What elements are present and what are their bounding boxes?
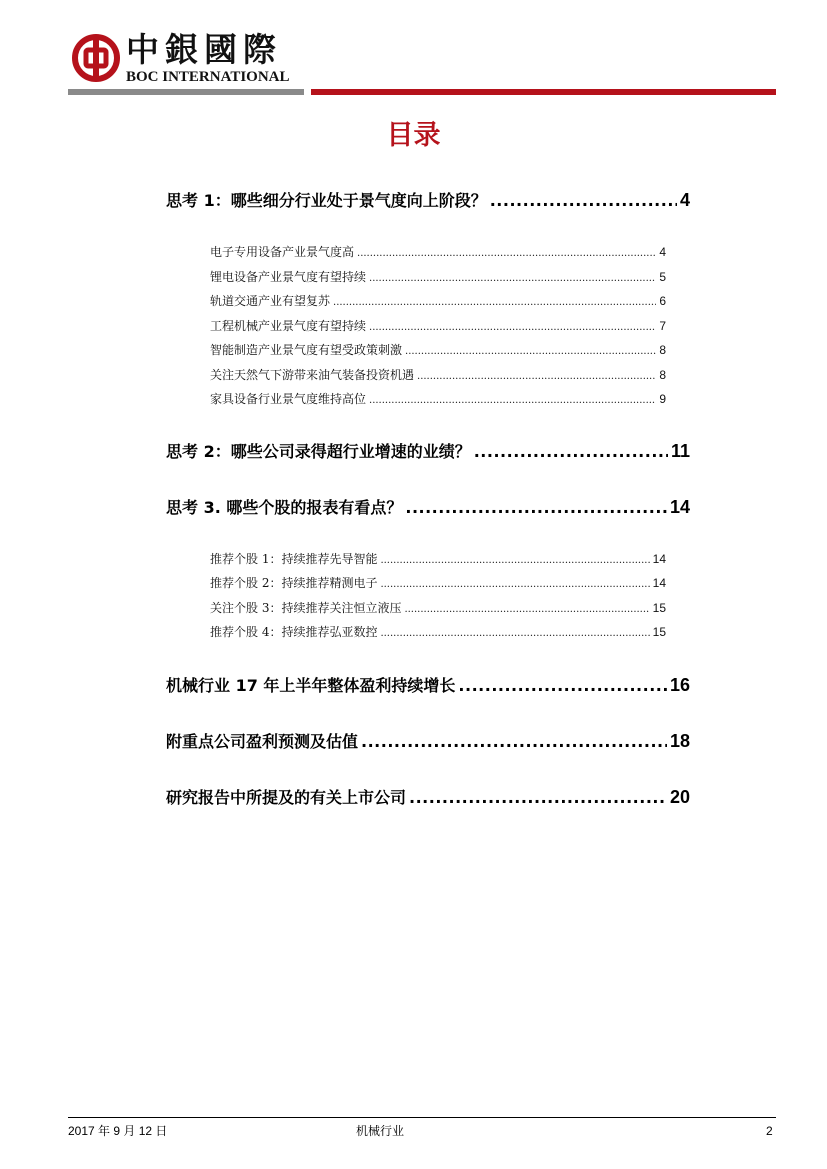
toc-entry-listed-companies[interactable] <box>166 786 690 809</box>
footer-rule <box>68 1117 776 1118</box>
toc-page-number: 8 <box>659 368 666 382</box>
toc-entry-text: 推荐个股 2：持续推荐精测电子 <box>210 576 378 590</box>
toc-entry-construction-machinery[interactable] <box>210 317 666 337</box>
toc-entry-text: 附重点公司盈利预测及估值 <box>166 732 359 751</box>
toc-entry-text: 机械行业 17 年上半年整体盈利持续增长 <box>166 676 456 695</box>
toc-entry-text: 轨道交通产业有望复苏 <box>210 294 331 308</box>
toc-page-number: 20 <box>669 787 690 807</box>
header-rule-gray <box>68 89 304 95</box>
toc-entry-smart-manufacturing[interactable] <box>210 341 666 361</box>
toc-leader-dots <box>474 441 668 463</box>
toc-leader-dots <box>417 368 656 386</box>
footer-date: 2017 年 9 月 12 日 <box>68 1124 168 1138</box>
toc-leader-dots <box>380 576 649 594</box>
logo-chinese-name: 中銀國際 <box>126 30 282 69</box>
toc-entry-rail-transit[interactable] <box>210 292 666 312</box>
toc-leader-dots <box>404 601 649 619</box>
toc-leader-dots <box>369 319 656 337</box>
toc-leader-dots <box>361 731 667 753</box>
toc-entry-text: 思考 1：哪些细分行业处于景气度向上阶段？ <box>166 191 487 210</box>
toc-leader-dots <box>380 552 649 570</box>
toc-entry-electronics-equipment[interactable] <box>210 243 666 263</box>
toc-leader-dots <box>490 190 677 212</box>
toc-page-number: 11 <box>670 441 690 461</box>
toc-page-number: 14 <box>652 552 666 566</box>
toc-page-number: 9 <box>659 392 666 406</box>
toc-leader-dots <box>357 245 656 263</box>
toc-entry-text: 研究报告中所提及的有关上市公司 <box>166 788 407 807</box>
toc-entry-stock-2[interactable] <box>210 574 666 594</box>
toc-entry-furniture-equipment[interactable] <box>210 390 666 410</box>
toc-entry-stock-1[interactable] <box>210 550 666 570</box>
toc-page-number: 18 <box>669 731 690 751</box>
toc-entry-text: 电子专用设备产业景气度高 <box>210 245 355 259</box>
toc-leader-dots <box>458 675 667 697</box>
toc-entry-text: 推荐个股 1：持续推荐先导智能 <box>210 552 378 566</box>
toc-entry-text: 推荐个股 4：持续推荐弘亚数控 <box>210 625 378 639</box>
toc-entry-text: 关注天然气下游带来油气装备投资机遇 <box>210 368 415 382</box>
toc-entry-thinking-2[interactable] <box>166 440 690 463</box>
toc-entry-text: 智能制造产业景气度有望受政策刺激 <box>210 343 403 357</box>
toc-entry-text: 锂电设备产业景气度有望持续 <box>210 270 367 284</box>
toc-page-number: 8 <box>659 343 666 357</box>
toc-page-number: 14 <box>652 576 666 590</box>
toc-entry-industry-profit[interactable] <box>166 674 690 697</box>
toc-entry-stock-3[interactable] <box>210 599 666 619</box>
toc-entry-text: 关注个股 3：持续推荐关注恒立液压 <box>210 601 402 615</box>
page-title: 目录 <box>386 120 441 151</box>
toc-entry-lithium-equipment[interactable] <box>210 268 666 288</box>
header-rule-red <box>311 89 776 95</box>
toc-leader-dots <box>405 497 667 519</box>
toc-entry-text: 家具设备行业景气度维持高位 <box>210 392 367 406</box>
toc-page-number: 7 <box>659 319 666 333</box>
toc-page-number: 15 <box>652 601 666 615</box>
boc-international-logo <box>68 30 308 90</box>
toc-entry-thinking-1[interactable] <box>166 189 690 212</box>
footer-section: 机械行业 <box>356 1124 405 1138</box>
bank-of-china-logo-icon <box>72 34 120 82</box>
toc-page-number: 15 <box>652 625 666 639</box>
toc-leader-dots <box>409 787 667 809</box>
toc-leader-dots <box>333 294 656 312</box>
logo-english-name: BOC INTERNATIONAL <box>126 69 290 85</box>
toc-entry-thinking-3[interactable] <box>166 496 690 519</box>
footer-page-number: 2 <box>766 1124 773 1138</box>
toc-leader-dots <box>380 625 649 643</box>
toc-page-number: 14 <box>669 497 690 517</box>
toc-leader-dots <box>369 392 656 410</box>
toc-entry-text: 思考 3. 哪些个股的报表有看点？ <box>166 498 403 517</box>
toc-page-number: 4 <box>679 190 690 210</box>
toc-leader-dots <box>405 343 656 361</box>
toc-entry-oil-gas-equipment[interactable] <box>210 366 666 386</box>
toc-entry-text: 工程机械产业景气度有望持续 <box>210 319 367 333</box>
toc-leader-dots <box>369 270 656 288</box>
toc-entry-profit-forecast[interactable] <box>166 730 690 753</box>
toc-page-number: 6 <box>659 294 666 308</box>
toc-entry-stock-4[interactable] <box>210 623 666 643</box>
toc-entry-text: 思考 2：哪些公司录得超行业增速的业绩？ <box>166 442 471 461</box>
toc-page-number: 4 <box>659 245 666 259</box>
toc-page-number: 5 <box>659 270 666 284</box>
toc-page-number: 16 <box>669 675 690 695</box>
